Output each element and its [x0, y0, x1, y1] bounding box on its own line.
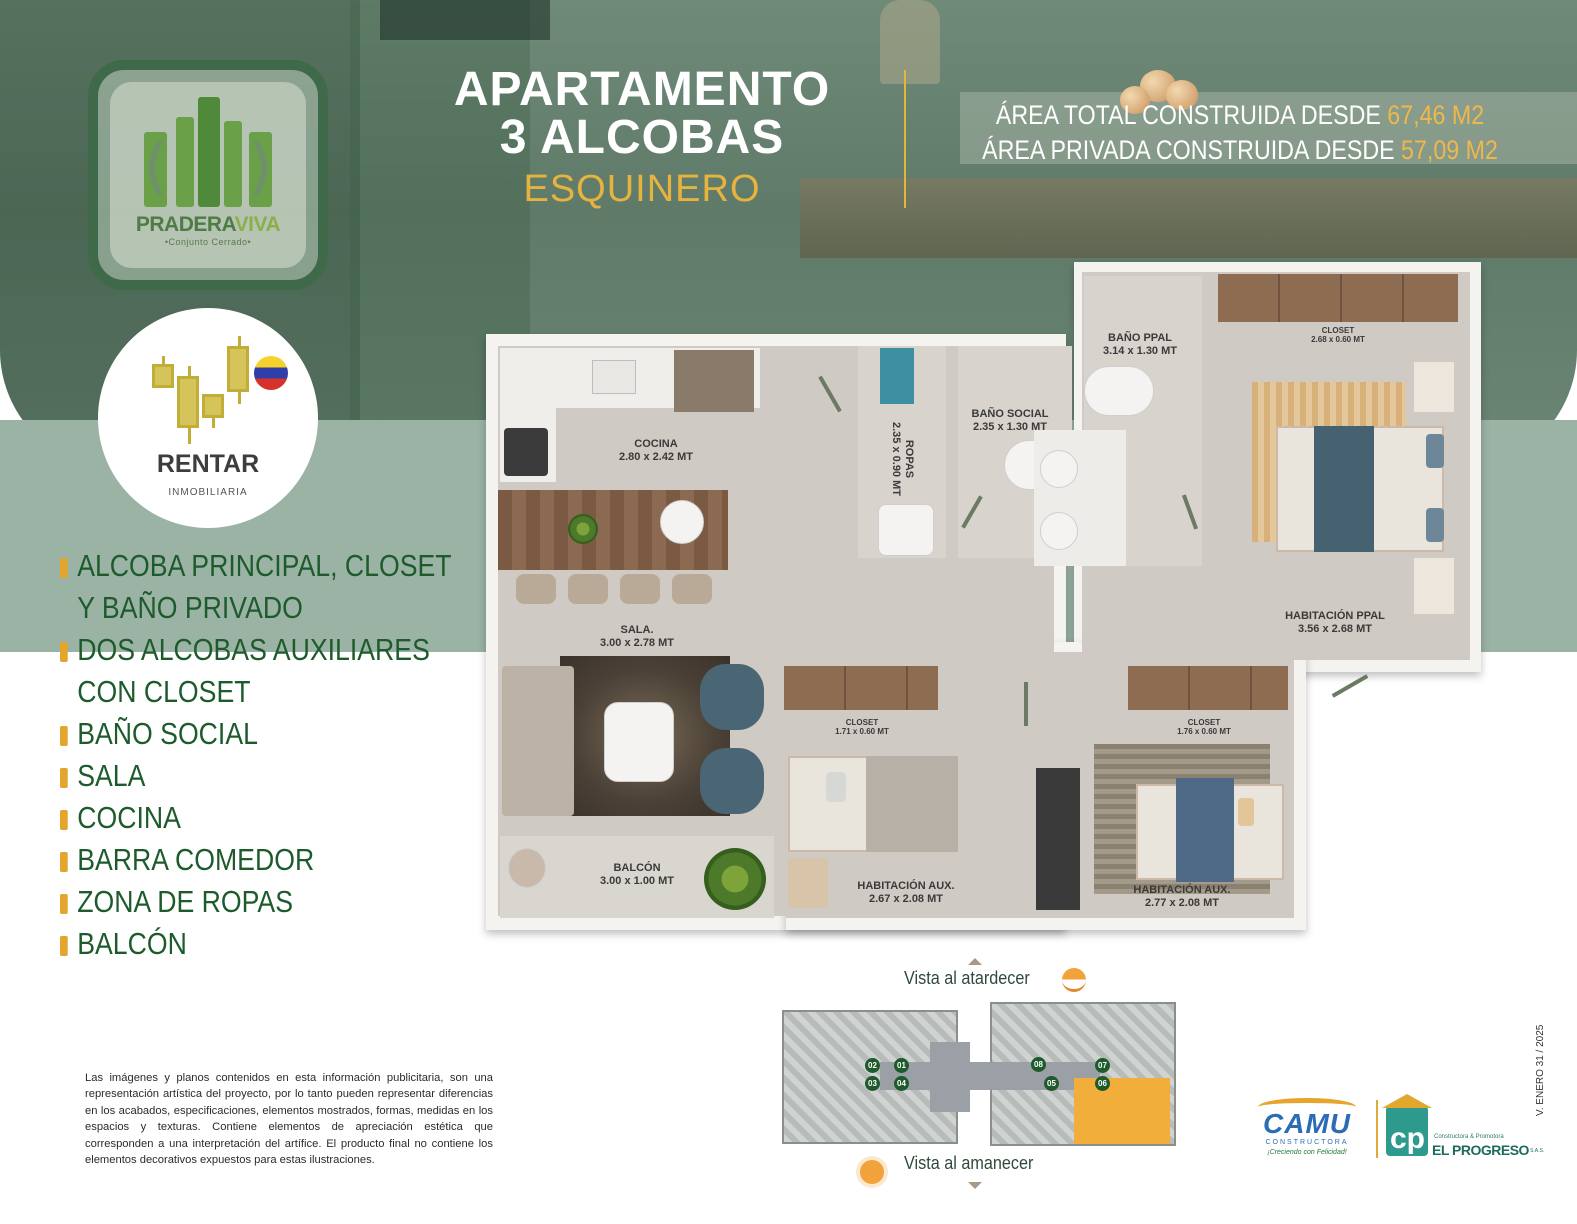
rentar-logo	[98, 308, 318, 528]
version-stamp: V. ENERO 31 / 2025	[1535, 1024, 1546, 1116]
headline-line1: APARTAMENTO	[453, 63, 831, 116]
sunset-view-label: Vista al atardecer	[904, 968, 1030, 988]
unit-marker: 07	[1095, 1058, 1110, 1073]
bullet-icon	[60, 558, 68, 578]
sunrise-icon	[860, 1160, 884, 1184]
bullet-icon	[60, 894, 68, 914]
legal-disclaimer: Las imágenes y planos contenidos en esta información publicitaria, son una representación artística del proyecto, por lo tanto pueden representar diferencias en los acabados, especificaciones, elementos mostrados, formas, medidas en los espacios y texturas. Contiene elementos de apreciación estética que corresponden a una interpretación del artífice. El producto final no contiene los elementos decorativos expuestos para estas ilustraciones.	[85, 1072, 493, 1167]
unit-marker: 02	[865, 1058, 880, 1073]
room-label-ropas: ROPAS 2.35 x 0.90 MT	[890, 422, 915, 496]
room-label-hab-aux1: HABITACIÓN AUX. 2.67 x 2.08 MT	[857, 880, 955, 905]
north-arrow-icon	[968, 958, 982, 965]
camu-name: CAMU	[1263, 1108, 1351, 1139]
feature-item: BARRA COMEDOR	[60, 839, 456, 881]
project-name: PRADERAVIVA	[135, 213, 281, 236]
room-label-closet-aux1: CLOSET 1.71 x 0.60 MT	[835, 718, 889, 736]
el-progreso-logo	[1386, 1096, 1546, 1162]
unit-marker: 08	[1031, 1057, 1046, 1072]
feature-item: COCINA	[60, 797, 456, 839]
unit-marker: 03	[865, 1076, 880, 1091]
feature-item: BAÑO SOCIAL	[60, 713, 456, 755]
floor-plan	[486, 262, 1481, 930]
total-area: ÁREA TOTAL CONSTRUIDA DESDE 67,46 M2	[995, 100, 1485, 130]
bullet-icon	[60, 852, 68, 872]
feature-item: SALA	[60, 755, 456, 797]
room-label-sala: SALA. 3.00 x 2.78 MT	[600, 624, 674, 649]
pradera-viva-logo	[88, 60, 328, 290]
camu-tagline: ¡Creciendo con Felicidad!	[1267, 1149, 1347, 1156]
room-label-closet-ppal: CLOSET 2.68 x 0.60 MT	[1311, 326, 1365, 344]
unit-marker: 05	[1044, 1076, 1059, 1091]
unit-marker: 04	[894, 1076, 909, 1091]
bullet-icon	[60, 768, 68, 788]
area-info	[982, 98, 1498, 168]
bullet-icon	[60, 810, 68, 830]
bullet-icon	[60, 726, 68, 746]
badge-100-icon	[254, 356, 288, 390]
feature-item: DOS ALCOBAS AUXILIARES CON CLOSET	[60, 629, 456, 713]
camu-sub: CONSTRUCTORA	[1265, 1139, 1349, 1146]
building-site-plan	[780, 1002, 1180, 1152]
house-icon: cp	[1386, 1106, 1428, 1156]
south-arrow-icon	[968, 1182, 982, 1189]
bamboo-icon: ( )	[148, 97, 268, 207]
progreso-sas: S.A.S.	[1530, 1148, 1545, 1154]
private-area: ÁREA PRIVADA CONSTRUIDA DESDE 57,09 M2	[982, 135, 1498, 165]
room-label-closet-aux2: CLOSET 1.76 x 0.60 MT	[1177, 718, 1231, 736]
sunrise-view-label: Vista al amanecer	[904, 1153, 1034, 1173]
progreso-name: EL PROGRESO	[1432, 1142, 1529, 1158]
unit-marker: 01	[894, 1058, 909, 1073]
agency-name: RENTAR	[156, 450, 260, 478]
room-label-bano-social: BAÑO SOCIAL 2.35 x 1.30 MT	[971, 408, 1049, 433]
project-tagline: •Conjunto Cerrado•	[164, 237, 252, 247]
feature-item: ALCOBA PRINCIPAL, CLOSET Y BAÑO PRIVADO	[60, 545, 456, 629]
logo-divider	[1376, 1100, 1378, 1158]
room-label-hab-ppal: HABITACIÓN PPAL 3.56 x 2.68 MT	[1285, 610, 1385, 635]
unit-marker: 06	[1095, 1076, 1110, 1091]
camu-logo	[1252, 1098, 1362, 1162]
room-label-cocina: COCINA 2.80 x 2.42 MT	[619, 438, 693, 463]
bullet-icon	[60, 642, 68, 662]
room-label-balcon: BALCÓN 3.00 x 1.00 MT	[600, 862, 674, 887]
headline	[450, 63, 834, 211]
headline-divider	[904, 70, 906, 208]
feature-list	[60, 545, 460, 965]
headline-line3: ESQUINERO	[523, 168, 761, 210]
sunset-icon	[1062, 968, 1086, 992]
feature-item: ZONA DE ROPAS	[60, 881, 456, 923]
agency-sub: INMOBILIARIA	[168, 487, 248, 498]
feature-item: BALCÓN	[60, 923, 456, 965]
candlestick-icon	[146, 336, 286, 446]
bullet-icon	[60, 936, 68, 956]
room-label-bano-ppal: BAÑO PPAL 3.14 x 1.30 MT	[1103, 332, 1177, 357]
headline-line2: 3 ALCOBAS	[499, 111, 785, 164]
progreso-descriptor: Constructora & Promotora	[1434, 1134, 1504, 1140]
room-label-hab-aux2: HABITACIÓN AUX. 2.77 x 2.08 MT	[1133, 884, 1231, 909]
